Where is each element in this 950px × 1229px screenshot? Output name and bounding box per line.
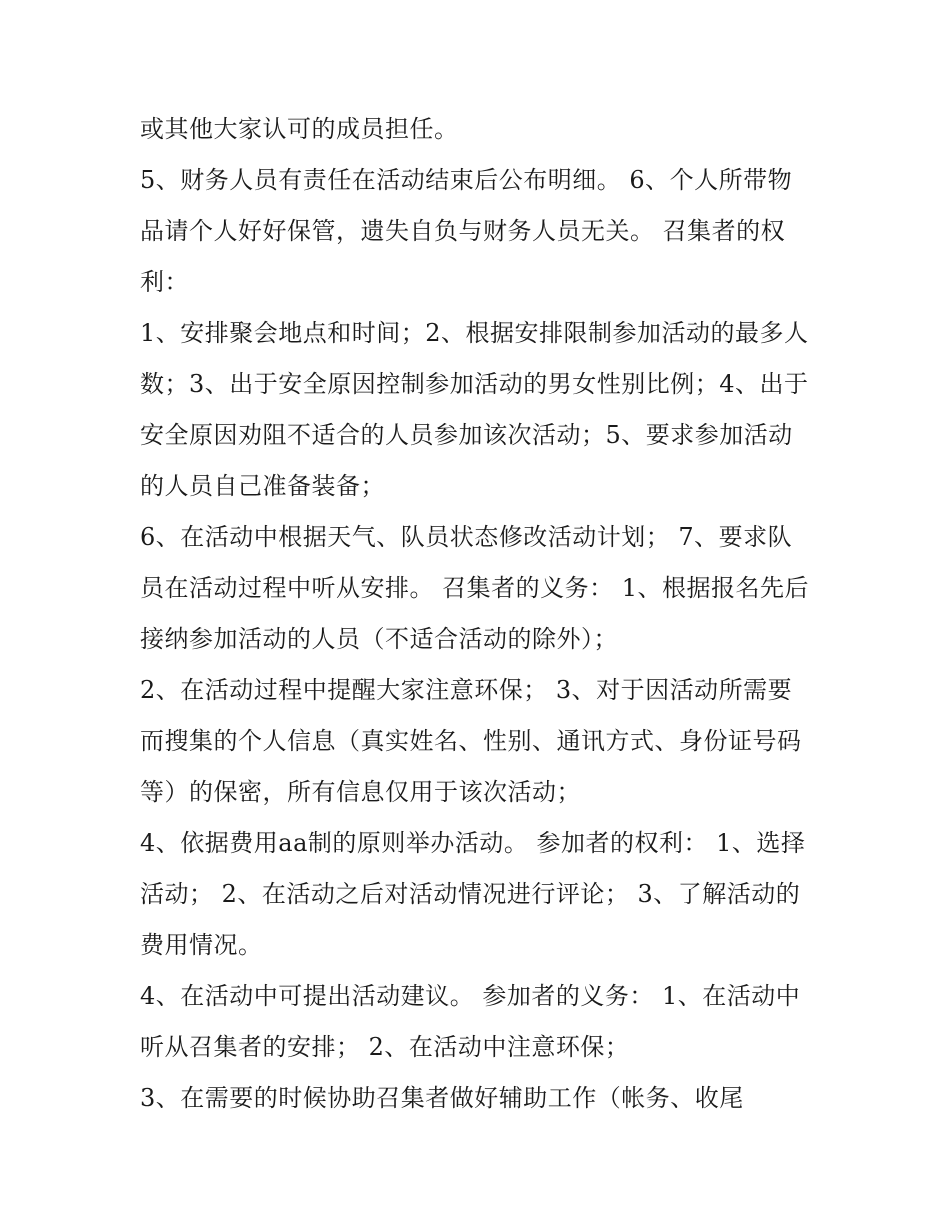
text-line: 1、安排聚会地点和时间；2、根据安排限制参加活动的最多人 — [140, 319, 809, 347]
text-line: 安全原因劝阻不适合的人员参加该次活动；5、要求参加活动 — [140, 421, 793, 449]
text-line: 4、依据费用aa制的原则举办活动。 参加者的权利： 1、选择 — [140, 829, 806, 857]
body-text — [140, 104, 820, 1124]
text-line: 利： — [140, 268, 189, 296]
text-line: 的人员自己准备装备； — [140, 472, 385, 500]
text-line: 数；3、出于安全原因控制参加活动的男女性别比例；4、出于 — [140, 370, 809, 398]
text-line: 活动； 2、在活动之后对活动情况进行评论； 3、了解活动的 — [140, 880, 801, 908]
text-line: 品请个人好好保管，遗失自负与财务人员无关。 召集者的权 — [140, 217, 786, 245]
text-line: 员在活动过程中听从安排。 召集者的义务： 1、根据报名先后 — [140, 574, 810, 602]
text-line: 等）的保密，所有信息仅用于该次活动； — [140, 778, 581, 806]
text-line: 5、财务人员有责任在活动结束后公布明细。 6、个人所带物 — [140, 166, 793, 194]
text-line: 而搜集的个人信息（真实姓名、性别、通讯方式、身份证号码 — [140, 727, 802, 755]
text-line: 6、在活动中根据天气、队员状态修改活动计划； 7、要求队 — [140, 523, 793, 551]
text-line: 2、在活动过程中提醒大家注意环保； 3、对于因活动所需要 — [140, 676, 793, 704]
text-line: 听从召集者的安排； 2、在活动中注意环保； — [140, 1033, 630, 1061]
text-line: 费用情况。 — [140, 931, 263, 959]
text-line: 3、在需要的时候协助召集者做好辅助工作（帐务、收尾 — [140, 1084, 744, 1112]
text-line: 接纳参加活动的人员（不适合活动的除外）； — [140, 625, 618, 653]
text-line: 或其他大家认可的成员担任。 — [140, 115, 459, 143]
text-line: 4、在活动中可提出活动建议。 参加者的义务： 1、在活动中 — [140, 982, 801, 1010]
